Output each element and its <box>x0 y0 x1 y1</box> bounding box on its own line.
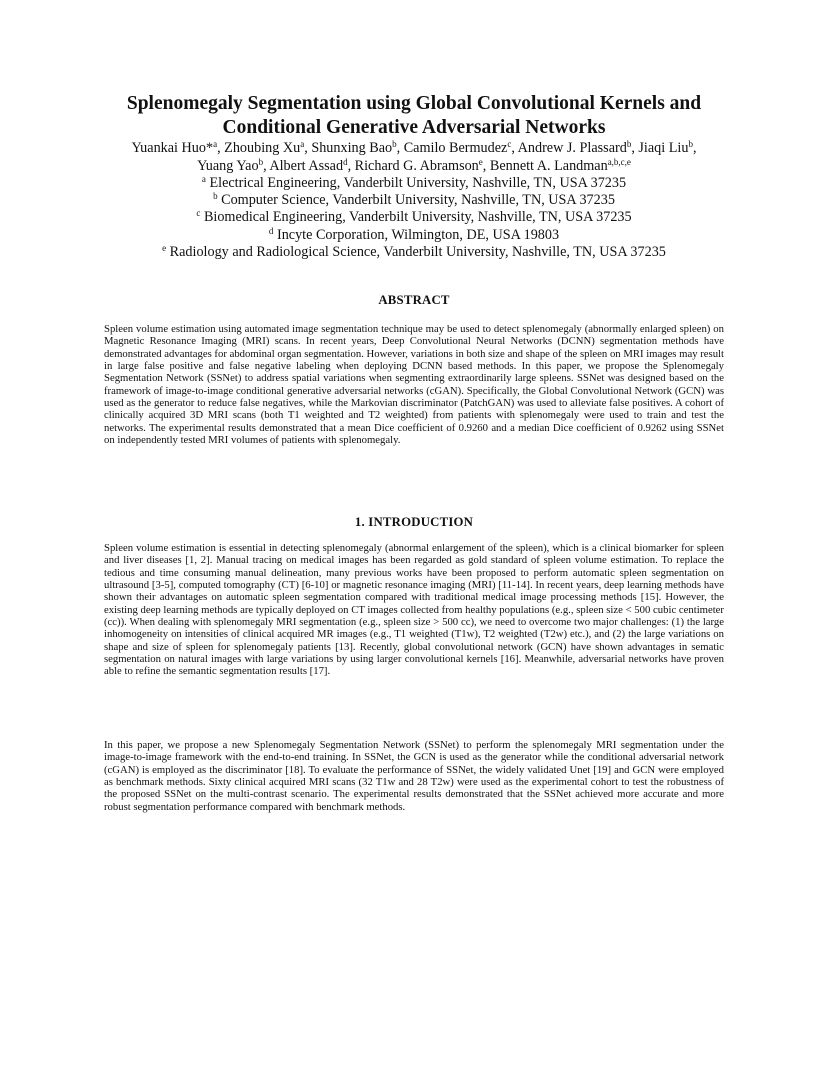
author-affil-mark: c <box>507 139 512 149</box>
author-name: Yuankai Huo* <box>131 140 214 156</box>
author-name: Yuang Yao <box>197 158 259 174</box>
author-affil-mark: b <box>258 157 264 167</box>
affiliation-mark: c <box>196 208 201 219</box>
author-name: , Richard G. Abramson <box>347 158 479 174</box>
affiliation-d <box>60 227 768 244</box>
author-line-1 <box>60 139 768 157</box>
affiliation-b <box>60 192 768 209</box>
author-affil-mark: d <box>343 157 348 167</box>
author-separator: , <box>692 140 697 156</box>
affiliation-text: Computer Science, Vanderbilt University, Nashville, TN, USA 37235 <box>217 192 615 209</box>
affiliation-text: Radiology and Radiological Science, Vanderbilt University, Nashville, TN, USA 37235 <box>166 243 666 260</box>
affiliation-e <box>60 244 768 261</box>
author-name: , Bennett A. Landman <box>482 158 608 174</box>
affiliation-c <box>60 209 768 226</box>
author-affil-mark: a,b,c,e <box>607 157 631 167</box>
abstract-paragraph: Spleen volume estimation using automated image segmentation technique may be used to detect splenomegaly (abnormally enlarged spleen) on Magnetic Resonance Imaging (MRI) scans. In recent years, Deep Convolutional Neural Networks (DCNN) segmentation methods have demonstrated advantages for abdominal organ segmentation. However, variations in both size and shape of the spleen on MRI images may result in large false positive and false negative labeling when deploying DCNN based methods. In this paper, we propose the Splenomegaly Segmentation Network (SSNet) to address spatial variations when segmenting extraordinarily large spleens. SSNet was designed based on the framework of image-to-image conditional generative adversarial networks (cGAN). Specifically, the Global Convolutional Network (GCN) was used as the generator to reduce false negatives, while the Markovian discriminator (PatchGAN) was used to alleviate false positives. A cohort of clinically acquired 3D MRI scans (both T1 weighted and T2 weighted) from patients with splenomegaly were used to train and test the networks. The experimental results demonstrated that a mean Dice coefficient of 0.9260 and a median Dice coefficient of 0.9262 using SSNet on independently tested MRI volumes of patients with splenomegaly. <box>104 323 724 447</box>
introduction-heading: 1. INTRODUCTION <box>354 515 474 529</box>
affiliation-text: Electrical Engineering, Vanderbilt University, Nashville, TN, USA 37235 <box>205 175 627 191</box>
paper-title <box>60 92 768 140</box>
affiliation-mark: a <box>201 174 206 184</box>
author-name: , Andrew J. Plassard <box>511 140 627 156</box>
affiliation-text: Incyte Corporation, Wilmington, DE, USA 19803 <box>273 226 560 243</box>
author-affil-mark: e <box>478 157 483 167</box>
author-affil-mark: b <box>392 139 397 149</box>
title-line-1: Splenomegaly Segmentation using Global Convolutional Kernels and <box>126 93 702 114</box>
author-affil-mark: a <box>213 139 218 149</box>
affiliation-mark: e <box>162 242 167 253</box>
author-line-2 <box>60 157 768 175</box>
abstract-heading: ABSTRACT <box>378 293 450 307</box>
affiliation-list <box>60 175 768 261</box>
author-affil-mark: b <box>626 139 632 149</box>
introduction-paragraph-2: In this paper, we propose a new Splenomegaly Segmentation Network (SSNet) to perform the splenomegaly MRI segmentation under the image-to-image framework with the end-to-end training. In SSNet, the GCN is used as the generator while the conditional adversarial network (cGAN) is employed as the discriminator [18]. To evaluate the performance of SSNet, the widely validated Unet [19] and GCN were employed as benchmark methods. Sixty clinical acquired MRI scans (32 T1w and 28 T2w) were used as the experimental cohort to test the robustness of the proposed SSNet on the multi-contrast scenario. The experimental results demonstrated that the SSNet achieved more accurate and more robust segmentation performance compared with benchmark methods. <box>104 739 724 813</box>
author-list <box>60 139 768 175</box>
affiliation-a <box>60 175 768 192</box>
affiliation-mark: b <box>213 191 218 202</box>
author-name: , Zhoubing Xu <box>217 140 301 156</box>
author-affil-mark: b <box>688 139 693 149</box>
author-affil-mark: a <box>300 139 305 149</box>
affiliation-mark: d <box>268 225 274 236</box>
introduction-paragraph-1: Spleen volume estimation is essential in detecting splenomegaly (abnormal enlargement of the spleen), which is a clinical biomarker for spleen and liver diseases [1, 2]. Manual tracing on medical images has been regarded as gold standard of spleen volume estimation. To replace the tedious and time consuming manual delineation, many previous works have been proposed to perform automatic spleen segmentation on ultrasound [3-5], computed tomography (CT) [6-10] or magnetic resonance imaging (MRI) [11-14]. In recent years, deep learning methods have shown their advantages on automatic spleen segmentation compared with traditional medical image processing methods [15]. However, the existing deep learning methods are typically deployed on CT images collected from healthy populations (e.g., spleen size < 500 cubic centimeter (cc)). When dealing with splenomegaly MRI segmentation (e.g., spleen size > 500 cc), we need to overcome two major challenges: (1) the large inhomogeneity on intensities of clinical acquired MR images (e.g., T1 weighted (T1w), T2 weighted (T2w) etc.), and (2) the large variations on shape and size of spleen for splenomegaly patients [13]. Recently, global convolutional network (GCN) have shown advantages in sematic segmentation on natural images with large variations by using larger convolutional kernels [16]. Meanwhile, adversarial networks have proven able to refine the semantic segmentation results [17]. <box>104 542 724 678</box>
affiliation-text: Biomedical Engineering, Vanderbilt University, Nashville, TN, USA 37235 <box>200 209 632 226</box>
title-line-2: Conditional Generative Adversarial Networks <box>222 117 606 138</box>
author-name: , Albert Assad <box>263 158 344 174</box>
author-name: , Camilo Bermudez <box>396 140 508 156</box>
author-name: , Shunxing Bao <box>304 140 393 156</box>
author-name: , Jiaqi Liu <box>631 140 689 156</box>
